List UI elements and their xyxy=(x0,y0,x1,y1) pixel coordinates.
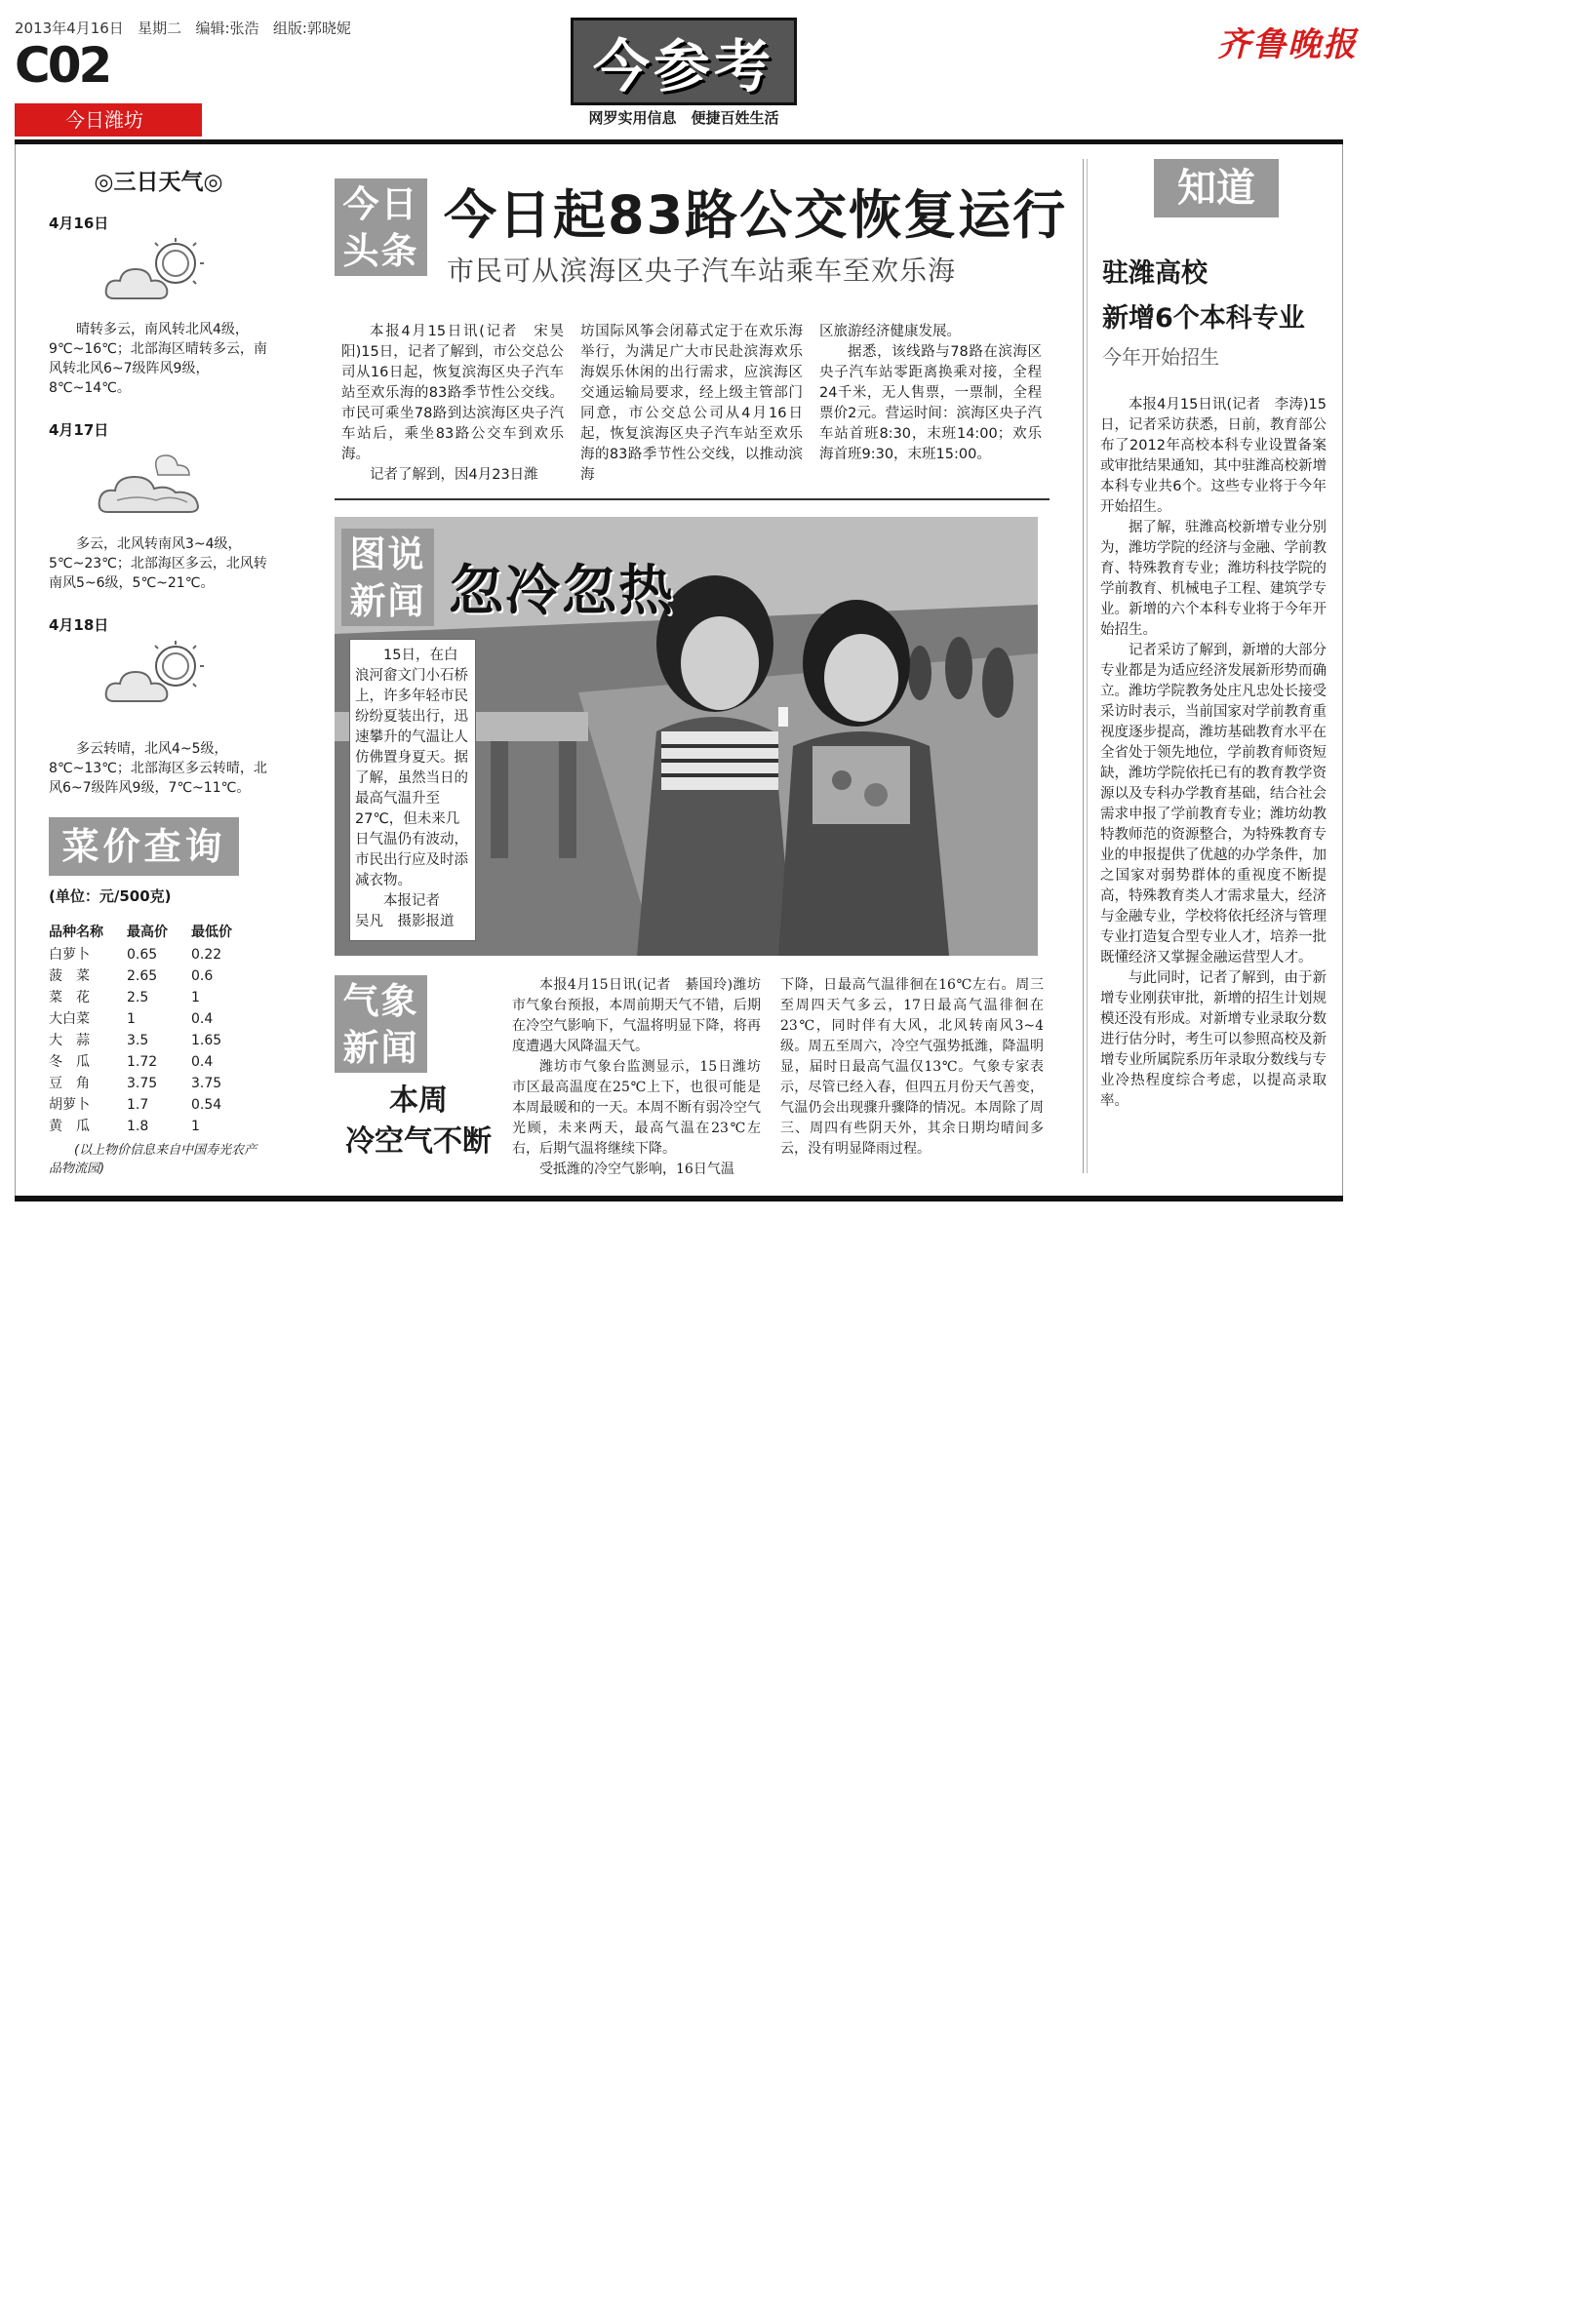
price-table-header xyxy=(49,922,256,945)
cell-high: 2.65 xyxy=(127,968,158,984)
table-row xyxy=(49,988,256,1009)
cell-low: 3.75 xyxy=(191,1076,222,1091)
col-header-name: 品种名称 xyxy=(49,925,103,940)
cell-high: 0.65 xyxy=(127,947,158,963)
lead-col1-para: 记者了解到，因4月23日潍 xyxy=(370,467,538,483)
lead-tag-line2: 头条 xyxy=(342,230,419,272)
table-row xyxy=(49,1117,256,1138)
cell-name: 豆 角 xyxy=(49,1076,90,1091)
sidebar-para: 据了解，驻潍高校新增专业分别为，潍坊学院的经济与金融、学前教育、特殊教育专业；潍坊科技学院的学前教育、机械电子工程、建筑学专业。新增的六个本科专业将于今年开始招生。 xyxy=(1100,520,1327,638)
photo-caption-text: 15日，在白浪河畲文门小石桥上，许多年轻市民纷纷夏装出行，迅速攀升的气温让人仿佛置身夏天。据了解，虽然当日的最高气温升至27℃，但未来几日气温仍有波动，市民出行应及时添减衣物。 xyxy=(355,648,468,888)
cell-name: 冬 瓜 xyxy=(49,1054,90,1070)
cloud-icon xyxy=(98,444,205,517)
cell-high: 3.75 xyxy=(127,1076,158,1091)
weather-news-para: 潍坊市气象台监测显示，15日潍坊市区最高温度在25℃上下，也很可能是本周最暖和的一天。本周不断有弱冷空气光顾，未来两天，最高气温在23℃左右，后期气温将继续下降。 xyxy=(512,1059,761,1157)
cell-name: 白萝卜 xyxy=(49,947,90,963)
sun-cloud-icon xyxy=(102,639,210,712)
photo-credit-line1: 本报记者 xyxy=(383,893,440,909)
weather-news-tag-line2: 新闻 xyxy=(342,1027,419,1069)
cell-low: 0.4 xyxy=(191,1011,214,1027)
lead-headline: 今日起83路公交恢复运行 xyxy=(444,184,1068,246)
cell-high: 1.7 xyxy=(127,1097,149,1113)
cell-low: 1.65 xyxy=(191,1033,222,1048)
weather-news-head-line1: 本周 xyxy=(389,1083,448,1118)
weather-day2-text: 多云，北风转南风3~4级，5℃~23℃；北部海区多云，北风转南风5~6级，5℃~21℃。 xyxy=(49,536,267,591)
cell-name: 黄 瓜 xyxy=(49,1119,90,1134)
section-label: 今日潍坊 xyxy=(15,103,202,137)
cell-high: 3.5 xyxy=(127,1033,149,1048)
cell-low: 1 xyxy=(191,990,200,1005)
weather-day1-date: 4月16日 xyxy=(49,215,109,232)
lead-col3-para: 区旅游经济健康发展。 xyxy=(819,324,961,339)
price-table-wrap xyxy=(49,922,256,1138)
cell-name: 大白菜 xyxy=(49,1011,90,1027)
masthead-subtitle: 网罗实用信息 便捷百姓生活 xyxy=(588,109,779,127)
lead-tag-line1: 今日 xyxy=(342,183,419,225)
price-source-note: (以上物价信息来自中国寿光农产品物流园) xyxy=(49,1143,258,1176)
lead-rule xyxy=(335,498,1050,500)
cell-low: 1 xyxy=(191,1119,200,1134)
bottom-rule xyxy=(15,1196,1343,1201)
weather-news-tag xyxy=(335,975,427,1073)
cell-name: 胡萝卜 xyxy=(49,1097,90,1113)
cell-high: 1 xyxy=(127,1011,136,1027)
masthead xyxy=(571,18,797,105)
table-row xyxy=(49,1095,256,1117)
cell-low: 0.4 xyxy=(191,1054,214,1070)
col-header-high: 最高价 xyxy=(127,925,168,940)
weather-news-column-1 xyxy=(512,975,761,1180)
weather-day3-date: 4月18日 xyxy=(49,616,109,634)
sidebar-head-line1: 驻潍高校 xyxy=(1102,258,1208,289)
table-row xyxy=(49,1074,256,1095)
cell-high: 2.5 xyxy=(127,990,149,1005)
lead-column-1 xyxy=(341,322,564,486)
photo-caption xyxy=(349,639,476,941)
col-header-low: 最低价 xyxy=(191,925,232,940)
sun-cloud-icon xyxy=(102,236,210,309)
table-row xyxy=(49,945,256,966)
issue-weekday: 星期二 xyxy=(138,20,182,37)
weather-news-head-line2: 冷空气不断 xyxy=(345,1124,492,1159)
lead-column-2 xyxy=(580,322,803,486)
layout-credit: 组版:郭晓妮 xyxy=(272,20,351,37)
sidebar-subhead: 今年开始招生 xyxy=(1102,345,1219,369)
photo-credit-line2: 吴凡 摄影报道 xyxy=(355,914,455,929)
cell-name: 大 蒜 xyxy=(49,1033,90,1048)
weather-day1-text: 晴转多云，南风转北风4级，9℃~16℃；北部海区晴转多云，南风转北风6~7级阵风9级，8℃~14℃。 xyxy=(49,322,267,396)
editor-credit: 编辑:张浩 xyxy=(195,20,259,37)
masthead-title: 今参考 xyxy=(592,33,774,99)
weather-day2-date: 4月17日 xyxy=(49,421,109,439)
sidebar-para: 与此同时，记者了解到，由于新增专业刚获审批，新增的招生计划规模还没有形成。对新增专业录取分数进行估分时，考生可以参照高校及新增专业所属院系历年录取分数线与专业冷热程度综合考虑，以提高录取率。 xyxy=(1100,970,1327,1109)
column-divider xyxy=(1083,159,1084,1173)
lead-col3-para: 据悉，该线路与78路在滨海区央子汽车站零距离换乘对接，全程24千米，无人售票，一票制，全程票价2元。营运时间：滨海区央子汽车站首班8:30，末班14:00；欢乐海首班9:30，末班15:00。 xyxy=(819,344,1042,462)
cell-low: 0.54 xyxy=(191,1097,222,1113)
cell-name: 菠 菜 xyxy=(49,968,90,984)
cell-low: 0.6 xyxy=(191,968,214,984)
lead-tag xyxy=(335,178,427,276)
cell-high: 1.8 xyxy=(127,1119,149,1134)
sidebar-head-line2: 新增6个本科专业 xyxy=(1102,303,1305,334)
table-row xyxy=(49,966,256,988)
issue-date: 2013年4月16日 xyxy=(15,20,124,37)
photo-tag xyxy=(341,529,434,626)
photo-tag-line1: 图说 xyxy=(349,533,426,575)
column-divider-inner xyxy=(1087,159,1088,1173)
weather-news-tag-line1: 气象 xyxy=(342,980,419,1022)
photo-title: 忽冷忽热 xyxy=(449,560,675,623)
lead-subhead: 市民可从滨海区央子汽车站乘车至欢乐海 xyxy=(447,255,957,287)
weather-news-column-2 xyxy=(780,975,1044,1160)
weather-news-para: 下降，日最高气温徘徊在16℃左右。周三至周四天气多云，17日最高气温徘徊在23℃，同时伴有大风，北风转南风3~4级。周五至周六，冷空气强势抵潍，降温明显，届时日最高气温仅13℃。气象专家表示，尽管已经入春，但四五月份天气善变，气温仍会出现骤升骤降的情况。本周除了周三、周四有些阴天外，其余日期均晴间多云，没有明显降雨过程。 xyxy=(780,977,1044,1157)
price-table xyxy=(49,922,256,1138)
cell-low: 0.22 xyxy=(191,947,222,963)
price-section-label: 菜价查询 xyxy=(49,817,239,876)
table-row xyxy=(49,1009,256,1031)
sidebar-para: 记者采访了解到，新增的大部分专业都是为适应经济发展新形势而确立。潍坊学院教务处庄凡忠处长接受采访时表示，当前国家对学前教育重视度逐步提高，潍坊基础教育水平在全省处于领先地位，学前教育师资短缺，潍坊学院依托已有的教育教学资源以及专科办学教育基础，结合社会需求申报了学前教育专业；潍坊幼教特教师范的资源整合，为特殊教育专业的申报提供了优越的办学条件，加之国家对弱势群体的重视度不断提高，特殊教育类人才需求量大，经济与金融专业，学校将依托经济与管理专业打造复合型专业人才，培养一批既懂经济又掌握金融运营型人才。 xyxy=(1100,643,1327,965)
photo-tag-line2: 新闻 xyxy=(349,580,426,622)
table-row xyxy=(49,1052,256,1074)
lead-col2-para: 坊国际风筝会闭幕式定于在欢乐海举行，为满足广大市民赴滨海欢乐海娱乐休闲的出行需求，应滨海区交通运输局要求，经上级主管部门同意，市公交总公司从4月16日起，恢复滨海区央子汽车站至欢乐海的83路季节性公交线，以推动滨海 xyxy=(580,324,803,483)
table-row xyxy=(49,1031,256,1052)
price-unit: (单位：元/500克) xyxy=(49,887,172,905)
sidebar-headline xyxy=(1102,252,1305,341)
sidebar-label: 知道 xyxy=(1154,159,1279,217)
weather-day3-text: 多云转晴，北风4~5级，8℃~13℃；北部海区多云转晴，北风6~7级阵风9级，7℃~11℃。 xyxy=(49,741,267,796)
cell-high: 1.72 xyxy=(127,1054,158,1070)
weather-news-para: 受抵潍的冷空气影响，16日气温 xyxy=(539,1162,734,1177)
lead-column-3 xyxy=(819,322,1042,465)
issue-meta xyxy=(15,18,351,38)
weather-news-para: 本报4月15日讯(记者 綦国玲)潍坊市气象台预报，本周前期天气不错，后期在冷空气影响下，气温将明显下降，将再度遭遇大风降温天气。 xyxy=(512,977,761,1054)
weather-news-headline xyxy=(340,1081,496,1162)
lead-col1-para: 本报4月15日讯(记者 宋昊阳)15日，记者了解到，市公交总公司从16日起，恢复滨海区央子汽车站至欢乐海的83路季节性公交线。市民可乘坐78路到达滨海区央子汽车站后，乘坐83路公交车到欢乐海。 xyxy=(341,324,564,462)
brand-logo: 齐鲁晚报 xyxy=(1217,25,1358,64)
cell-name: 菜 花 xyxy=(49,990,90,1005)
weather-title: ◎三日天气◎ xyxy=(94,170,223,195)
sidebar-article xyxy=(1100,395,1327,1112)
page-number: C02 xyxy=(15,37,110,94)
sidebar-para: 本报4月15日讯(记者 李涛)15日，记者采访获悉，日前，教育部公布了2012年高校本科专业设置备案或审批结果通知，其中驻潍高校新增本科专业共6个。这些专业将于今年开始招生。 xyxy=(1100,397,1327,515)
